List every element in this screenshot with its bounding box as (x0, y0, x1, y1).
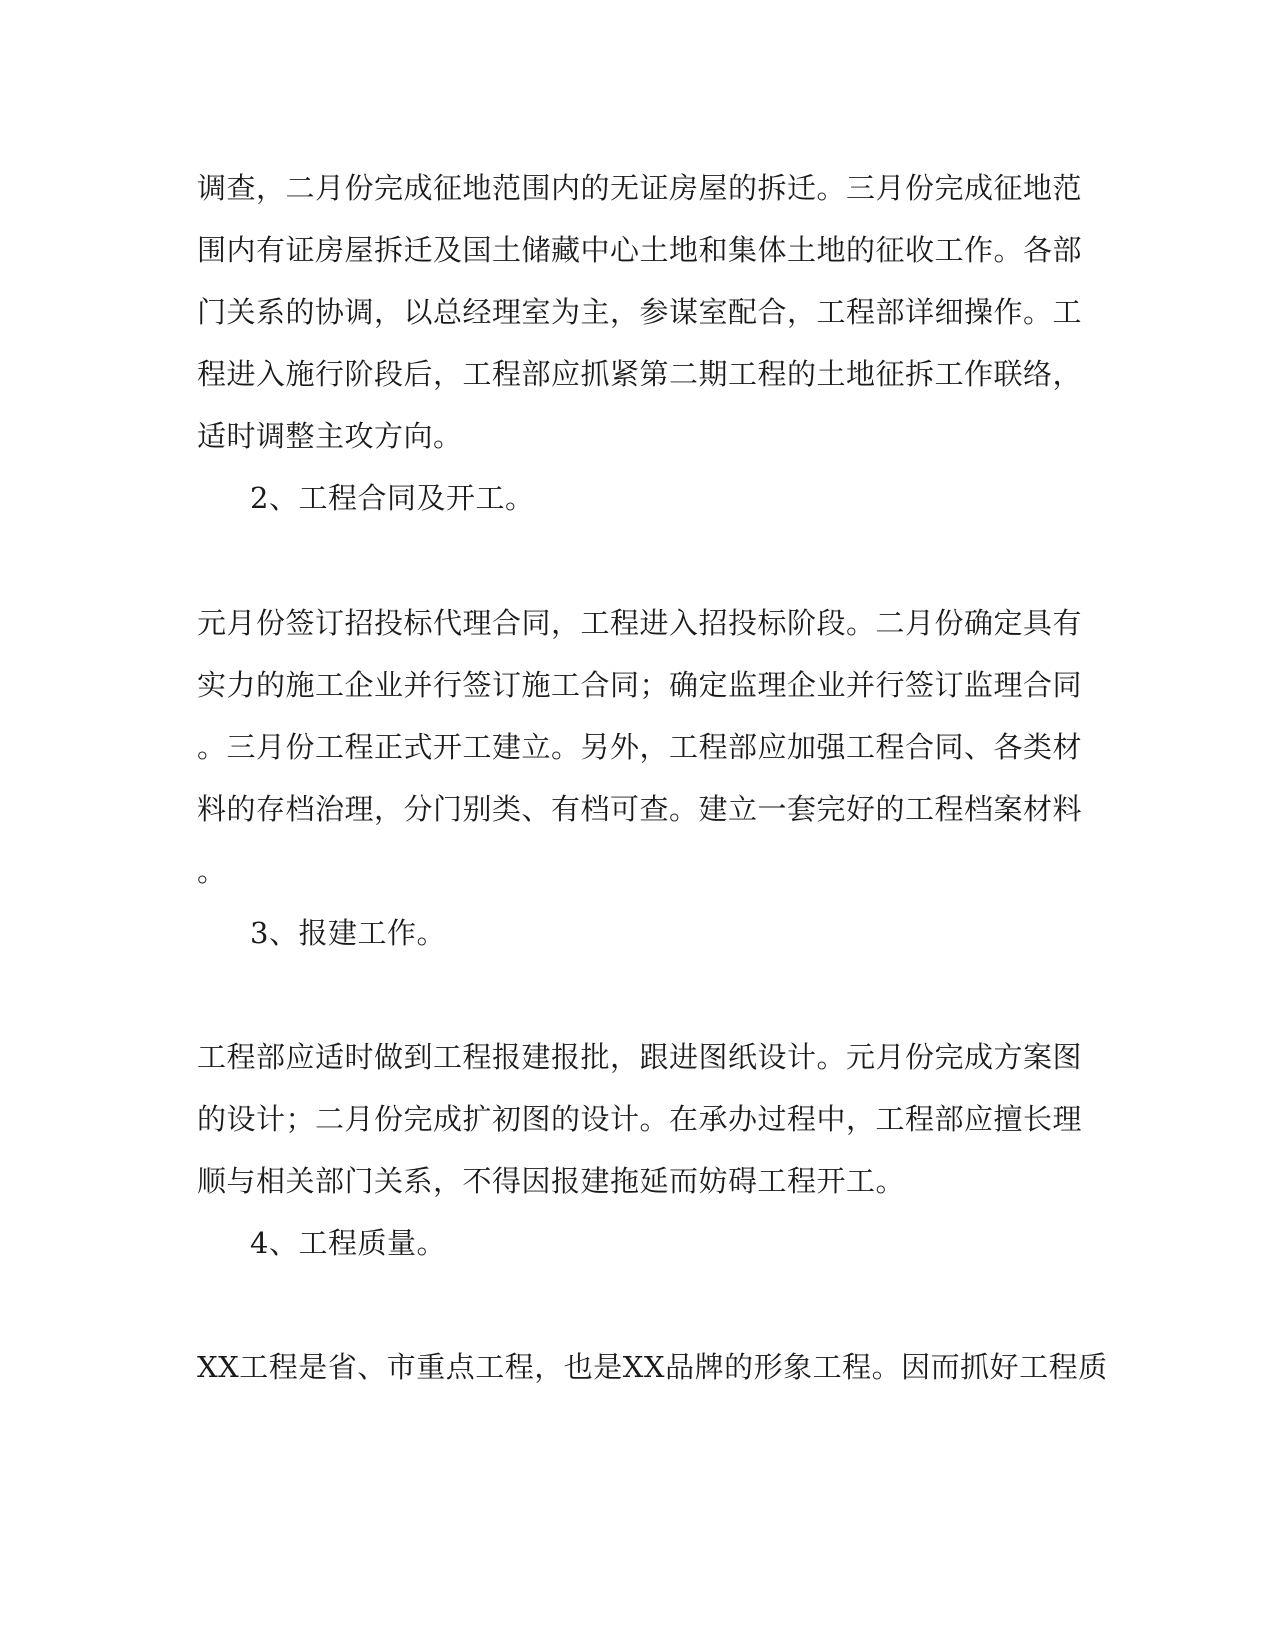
paragraph-line: 调查，二月份完成征地范围内的无证房屋的拆迁。三月份完成征地范 (197, 171, 1083, 205)
paragraph-line: 料的存档治理，分门别类、有档可查。建立一套完好的工程档案材料 (197, 792, 1083, 826)
paragraph-line: 实力的施工企业并行签订施工合同；确定监理企业并行签订监理合同 (197, 668, 1083, 702)
section-heading: 4、工程质量。 (250, 1226, 446, 1260)
paragraph-line: 顺与相关部门关系，不得因报建拖延而妨碍工程开工。 (197, 1164, 906, 1198)
paragraph-line: 。 (197, 854, 227, 888)
paragraph-line: 的设计；二月份完成扩初图的设计。在承办过程中，工程部应擅长理 (197, 1102, 1083, 1136)
paragraph-line: 门关系的协调，以总经理室为主，参谋室配合，工程部详细操作。工 (197, 295, 1083, 329)
paragraph-line: XX工程是省、市重点工程，也是XX品牌的形象工程。因而抓好工程质 (197, 1350, 1108, 1384)
section-heading: 2、工程合同及开工。 (250, 481, 535, 515)
paragraph-line: 。三月份工程正式开工建立。另外，工程部应加强工程合同、各类材 (197, 730, 1083, 764)
paragraph-line: 工程部应适时做到工程报建报批，跟进图纸设计。元月份完成方案图 (197, 1040, 1083, 1074)
paragraph-line: 元月份签订招投标代理合同，工程进入招投标阶段。二月份确定具有 (197, 606, 1083, 640)
paragraph-line: 围内有证房屋拆迁及国土储藏中心土地和集体土地的征收工作。各部 (197, 233, 1083, 267)
paragraph-line: 程进入施行阶段后，工程部应抓紧第二期工程的土地征拆工作联络， (197, 357, 1083, 391)
paragraph-line: 适时调整主攻方向。 (197, 419, 463, 453)
section-heading: 3、报建工作。 (250, 916, 446, 950)
